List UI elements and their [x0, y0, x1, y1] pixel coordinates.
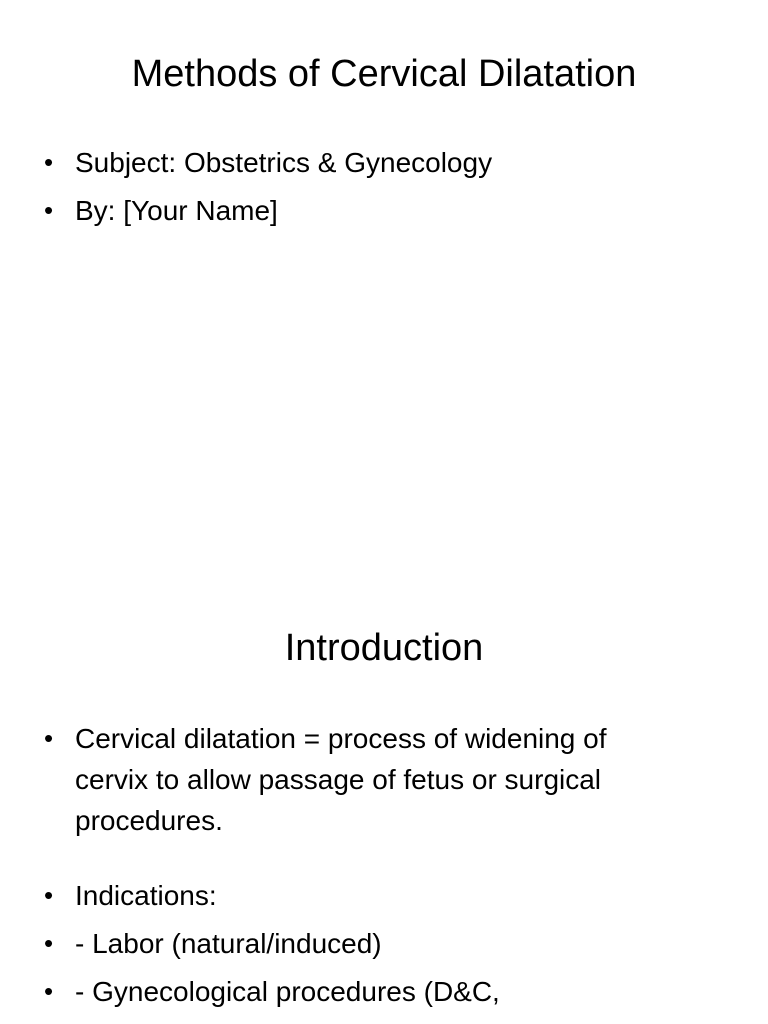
bullet-item: [44, 923, 684, 964]
bullet-item: [44, 190, 684, 231]
bullet-item: [44, 971, 684, 1012]
bullet-text: Cervical dilatation = process of widening of cervix to allow passage of fetus or surgical procedures.: [75, 723, 607, 836]
bullet-item: [44, 718, 684, 841]
slide-title: Introduction: [284, 627, 484, 669]
bullet-text: Subject: Obstetrics & Gynecology: [75, 147, 493, 178]
bullet-text: - Gynecological procedures (D&C,: [75, 976, 500, 1007]
slide-2: [0, 576, 768, 1024]
bullet-list: [44, 142, 684, 238]
bullet-dot-icon: •: [44, 723, 54, 753]
bullet-dot-icon: •: [44, 147, 54, 177]
bullet-dot-icon: •: [44, 880, 54, 910]
bullet-text: Indications:: [75, 880, 217, 911]
bullet-text: - Labor (natural/induced): [75, 928, 382, 959]
bullet-item: [44, 142, 684, 183]
bullet-dot-icon: •: [44, 928, 54, 958]
bullet-dot-icon: •: [44, 195, 54, 225]
bullet-text: By: [Your Name]: [75, 195, 278, 226]
bullet-item: [44, 875, 684, 916]
bullet-list: [44, 718, 684, 1019]
bullet-dot-icon: •: [44, 976, 54, 1006]
slide-title: Methods of Cervical Dilatation: [131, 53, 637, 95]
